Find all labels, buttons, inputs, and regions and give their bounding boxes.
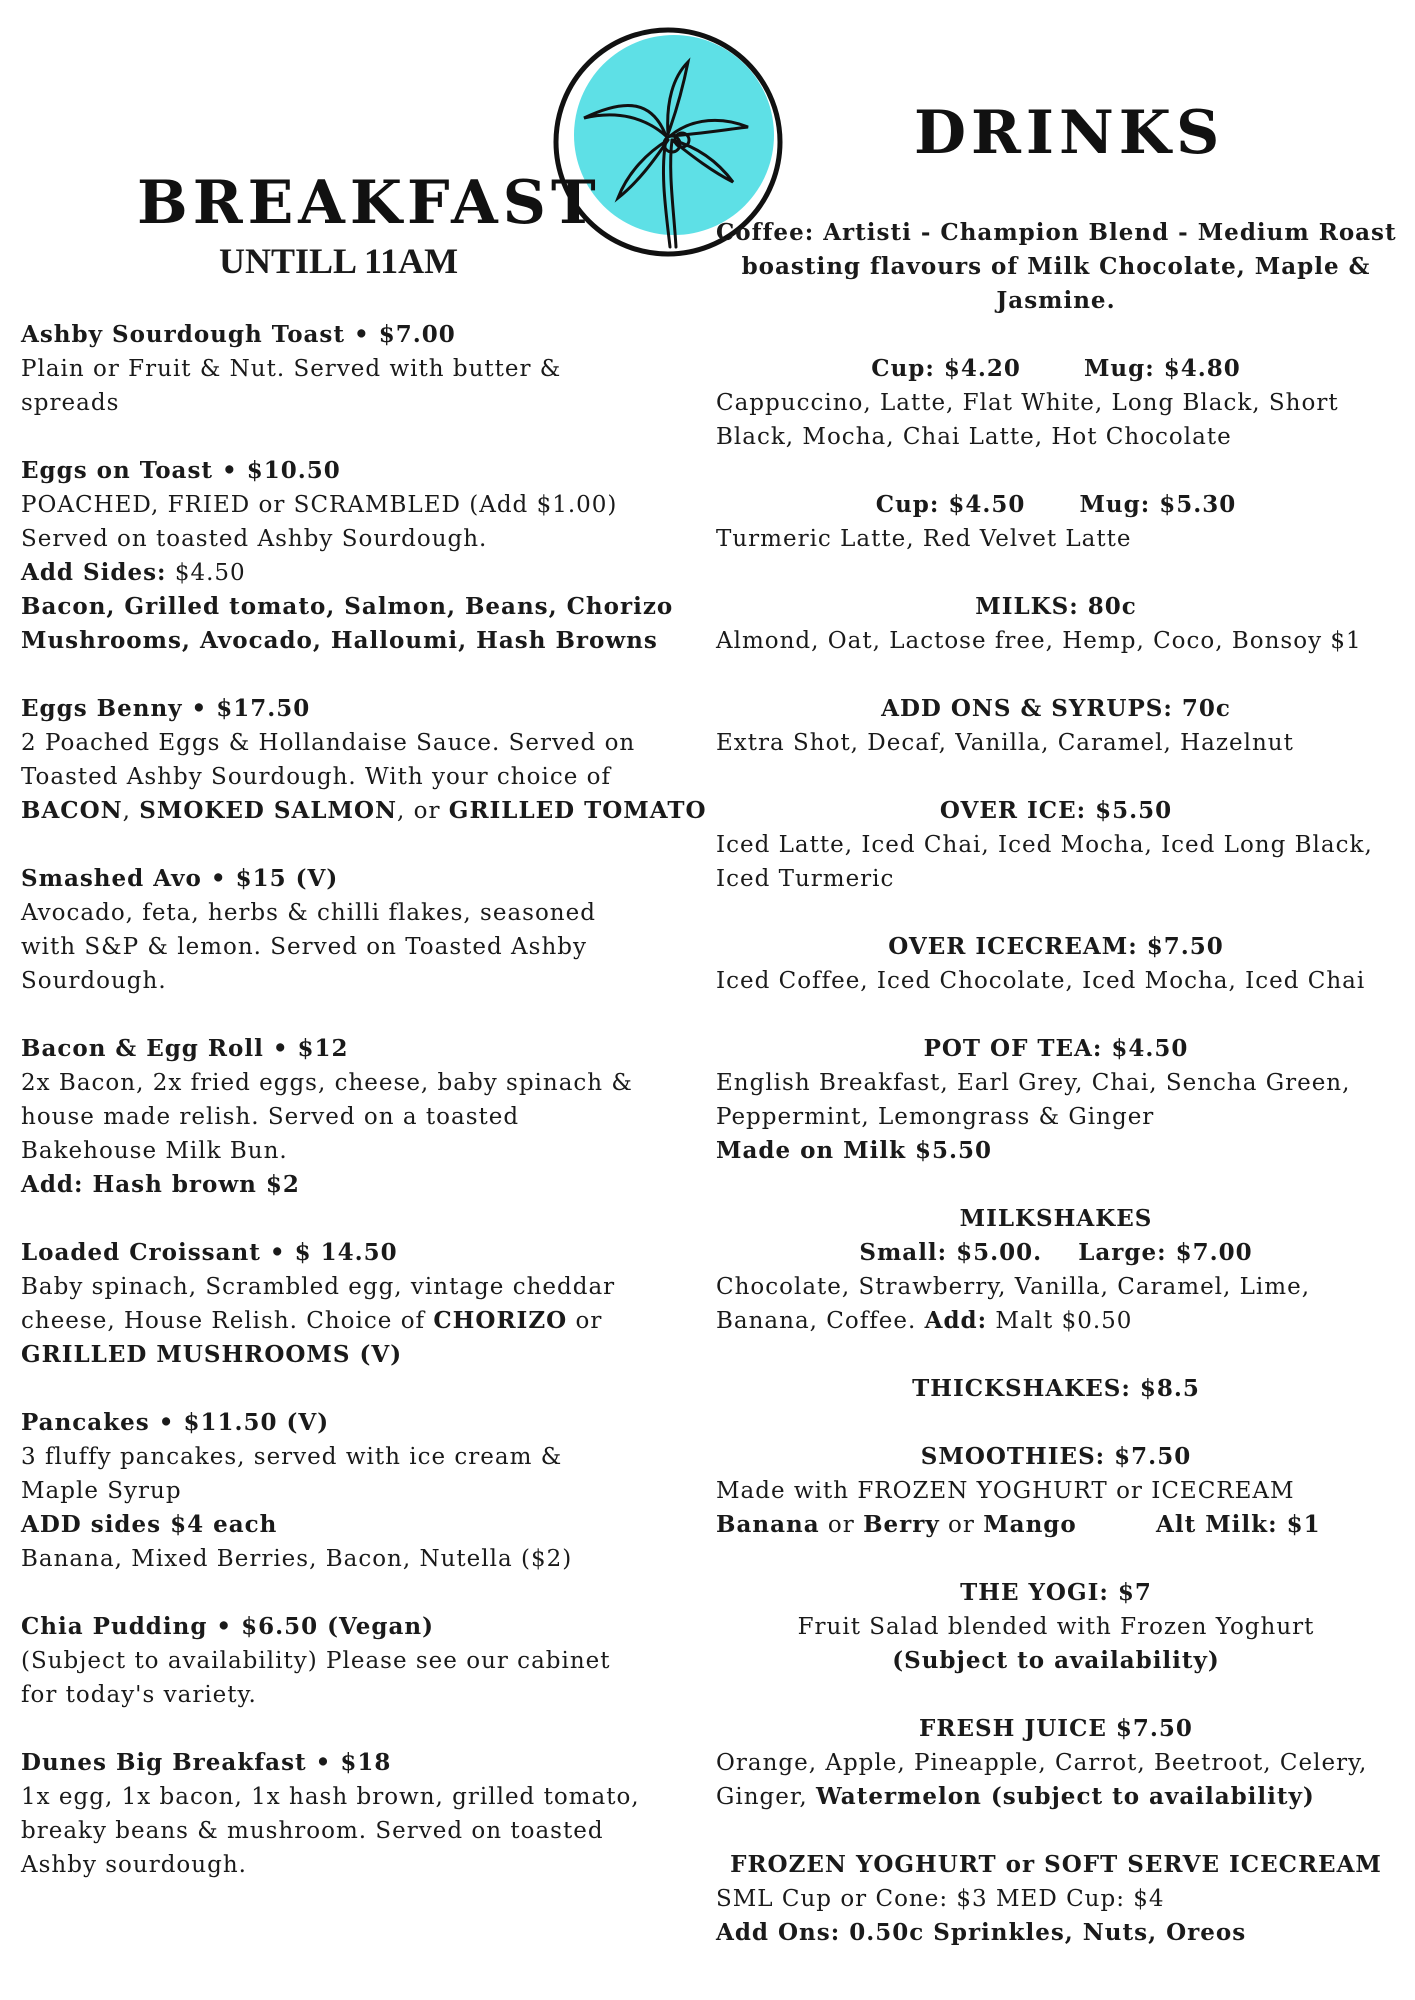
drink-note: (Subject to availability)	[892, 1647, 1220, 1674]
cup-prices: Cup: $4.50 Mug: $5.30	[875, 491, 1237, 518]
item-desc: Maple Syrup	[21, 1478, 182, 1504]
drink-list: Turmeric Latte, Red Velvet Latte	[716, 526, 1132, 552]
menu-item	[21, 1746, 691, 1882]
section-heading: FROZEN YOGHURT or SOFT SERVE ICECREAM	[730, 1851, 1382, 1878]
drink-list	[716, 1780, 1396, 1814]
list-text: Ginger,	[716, 1784, 816, 1810]
item-desc: Sourdough.	[21, 968, 167, 994]
choice-a: BACON	[21, 797, 123, 824]
drink-list: Chocolate, Strawberry, Vanilla, Caramel, Lime,	[716, 1274, 1311, 1300]
section-heading: SMOOTHIES: $7.50	[920, 1443, 1192, 1470]
menu-item	[21, 318, 691, 420]
section-heading: OVER ICECREAM: $7.50	[888, 933, 1224, 960]
drinks-menu	[716, 216, 1396, 1950]
alt-milk: Alt Milk: $1	[1156, 1511, 1321, 1538]
item-desc: Toasted Ashby Sourdough. With your choice of	[21, 764, 611, 790]
section-heading: MILKS: 80c	[975, 593, 1137, 620]
choice-b: SMOKED SALMON	[139, 797, 398, 824]
drink-note: Made on Milk $5.50	[716, 1137, 993, 1164]
list-text: Malt $0.50	[987, 1308, 1133, 1334]
item-desc	[21, 1304, 691, 1338]
drink-list: Iced Latte, Iced Chai, Iced Mocha, Iced Long Black,	[716, 832, 1373, 858]
item-name: Loaded Croissant • $ 14.50	[21, 1239, 398, 1266]
item-name: Ashby Sourdough Toast • $7.00	[21, 321, 456, 348]
flavour: Banana	[716, 1511, 820, 1538]
choice-c: GRILLED TOMATO	[448, 797, 707, 824]
breakfast-menu	[21, 318, 707, 1882]
flavour: Berry	[863, 1511, 940, 1538]
item-desc: Banana, Mixed Berries, Bacon, Nutella ($2)	[21, 1546, 573, 1572]
cup-prices: Cup: $4.20 Mug: $4.80	[871, 355, 1241, 382]
coffee-desc: Jasmine.	[996, 287, 1116, 314]
breakfast-title: BREAKFAST	[137, 168, 601, 238]
item-desc: breaky beans & mushroom. Served on toasted	[21, 1818, 604, 1844]
section-heading: OVER ICE: $5.50	[939, 797, 1173, 824]
drink-list: Almond, Oat, Lactose free, Hemp, Coco, Bonsoy $1	[716, 628, 1362, 654]
menu-item	[21, 454, 691, 658]
coffee-desc: boasting flavours of Milk Chocolate, Maple &	[741, 253, 1371, 280]
item-name: Dunes Big Breakfast • $18	[21, 1749, 392, 1776]
choice-sep: ,	[122, 798, 140, 824]
or-text: or	[819, 1512, 864, 1538]
drink-list: English Breakfast, Earl Grey, Chai, Sencha Green,	[716, 1070, 1351, 1096]
item-desc: for today's variety.	[21, 1682, 257, 1708]
menu-item	[21, 692, 707, 828]
sides-price: $4.50	[166, 560, 246, 586]
item-desc: 3 fluffy pancakes, served with ice cream &	[21, 1444, 563, 1470]
drink-list: Orange, Apple, Pineapple, Carrot, Beetroot, Celery,	[716, 1750, 1368, 1776]
item-desc: with S&P & lemon. Served on Toasted Ashby	[21, 934, 587, 960]
item-desc: Served on toasted Ashby Sourdough.	[21, 526, 488, 552]
item-sides-list: Mushrooms, Avocado, Halloumi, Hash Browns	[21, 627, 658, 654]
item-sides-list: Bacon, Grilled tomato, Salmon, Beans, Chorizo	[21, 593, 674, 620]
item-desc: Ashby sourdough.	[21, 1852, 247, 1878]
drink-list: Extra Shot, Decaf, Vanilla, Caramel, Hazelnut	[716, 730, 1294, 756]
drink-list: Black, Mocha, Chai Latte, Hot Chocolate	[716, 424, 1232, 450]
item-sides	[21, 556, 691, 590]
section-heading: ADD ONS & SYRUPS: 70c	[881, 695, 1231, 722]
section-heading: THICKSHAKES: $8.5	[912, 1375, 1200, 1402]
section-heading: FRESH JUICE $7.50	[919, 1715, 1193, 1742]
desc-text: or	[567, 1308, 603, 1334]
flavour: Mango	[983, 1511, 1077, 1538]
section-heading: POT OF TEA: $4.50	[923, 1035, 1189, 1062]
drinks-title: DRINKS	[914, 98, 1225, 168]
menu-item	[21, 862, 691, 998]
item-name: Eggs on Toast • $10.50	[21, 457, 341, 484]
item-desc: POACHED, FRIED or SCRAMBLED (Add $1.00)	[21, 492, 618, 518]
item-desc: 1x egg, 1x bacon, 1x hash brown, grilled tomato,	[21, 1784, 640, 1810]
drink-list: Iced Turmeric	[716, 866, 895, 892]
choice-sep: , or	[397, 798, 449, 824]
drink-list: Cappuccino, Latte, Flat White, Long Black, Short	[716, 390, 1339, 416]
drink-list: Fruit Salad blended with Frozen Yoghurt	[797, 1614, 1315, 1640]
item-name: Bacon & Egg Roll • $12	[21, 1035, 349, 1062]
item-desc: Avocado, feta, herbs & chilli flakes, seasoned	[21, 900, 596, 926]
sides-label: Add Sides:	[21, 559, 167, 586]
item-desc: Bakehouse Milk Bun.	[21, 1138, 288, 1164]
drink-note: Add Ons: 0.50c Sprinkles, Nuts, Oreos	[716, 1919, 1247, 1946]
item-choice	[21, 794, 707, 828]
item-add: Add: Hash brown $2	[21, 1171, 300, 1198]
item-desc: GRILLED MUSHROOMS (V)	[21, 1341, 403, 1368]
menu-item	[21, 1406, 691, 1576]
section-heading: MILKSHAKES	[959, 1205, 1153, 1232]
item-desc: Plain or Fruit & Nut. Served with butter &	[21, 356, 562, 382]
drink-list: Made with FROZEN YOGHURT or ICECREAM	[716, 1478, 1295, 1504]
drink-list: Iced Coffee, Iced Chocolate, Iced Mocha, Iced Chai	[716, 968, 1366, 994]
item-desc: 2 Poached Eggs & Hollandaise Sauce. Served on	[21, 730, 636, 756]
item-desc: 2x Bacon, 2x fried eggs, cheese, baby spinach &	[21, 1070, 633, 1096]
desc-bold: CHORIZO	[433, 1307, 568, 1334]
item-desc: (Subject to availability) Please see our cabinet	[21, 1648, 611, 1674]
item-desc: house made relish. Served on a toasted	[21, 1104, 520, 1130]
item-desc: spreads	[21, 390, 120, 416]
item-name: Pancakes • $11.50 (V)	[21, 1409, 330, 1436]
desc-text: cheese, House Relish. Choice of	[21, 1308, 434, 1334]
item-name: Eggs Benny • $17.50	[21, 695, 311, 722]
menu-item	[21, 1236, 691, 1372]
item-name: Chia Pudding • $6.50 (Vegan)	[21, 1613, 434, 1640]
size-prices: Small: $5.00. Large: $7.00	[859, 1239, 1253, 1266]
item-name: Smashed Avo • $15 (V)	[21, 865, 339, 892]
add-label: Add:	[924, 1307, 988, 1334]
drink-list: SML Cup or Cone: $3 MED Cup: $4	[716, 1886, 1165, 1912]
item-desc: Baby spinach, Scrambled egg, vintage cheddar	[21, 1274, 616, 1300]
drink-list: Peppermint, Lemongrass & Ginger	[716, 1104, 1155, 1130]
list-text: Banana, Coffee.	[716, 1308, 925, 1334]
drink-list	[716, 1304, 1396, 1338]
section-heading: THE YOGI: $7	[960, 1579, 1152, 1606]
or-text: or	[939, 1512, 984, 1538]
menu-item	[21, 1032, 691, 1202]
smoothie-flavours	[716, 1508, 1396, 1542]
list-bold: Watermelon (subject to availability)	[815, 1783, 1315, 1810]
menu-item	[21, 1610, 691, 1712]
coffee-desc: Coffee: Artisti - Champion Blend - Medium Roast	[716, 219, 1397, 246]
item-add: ADD sides $4 each	[21, 1511, 278, 1538]
breakfast-subtitle: UNTILL 11AM	[219, 241, 459, 281]
